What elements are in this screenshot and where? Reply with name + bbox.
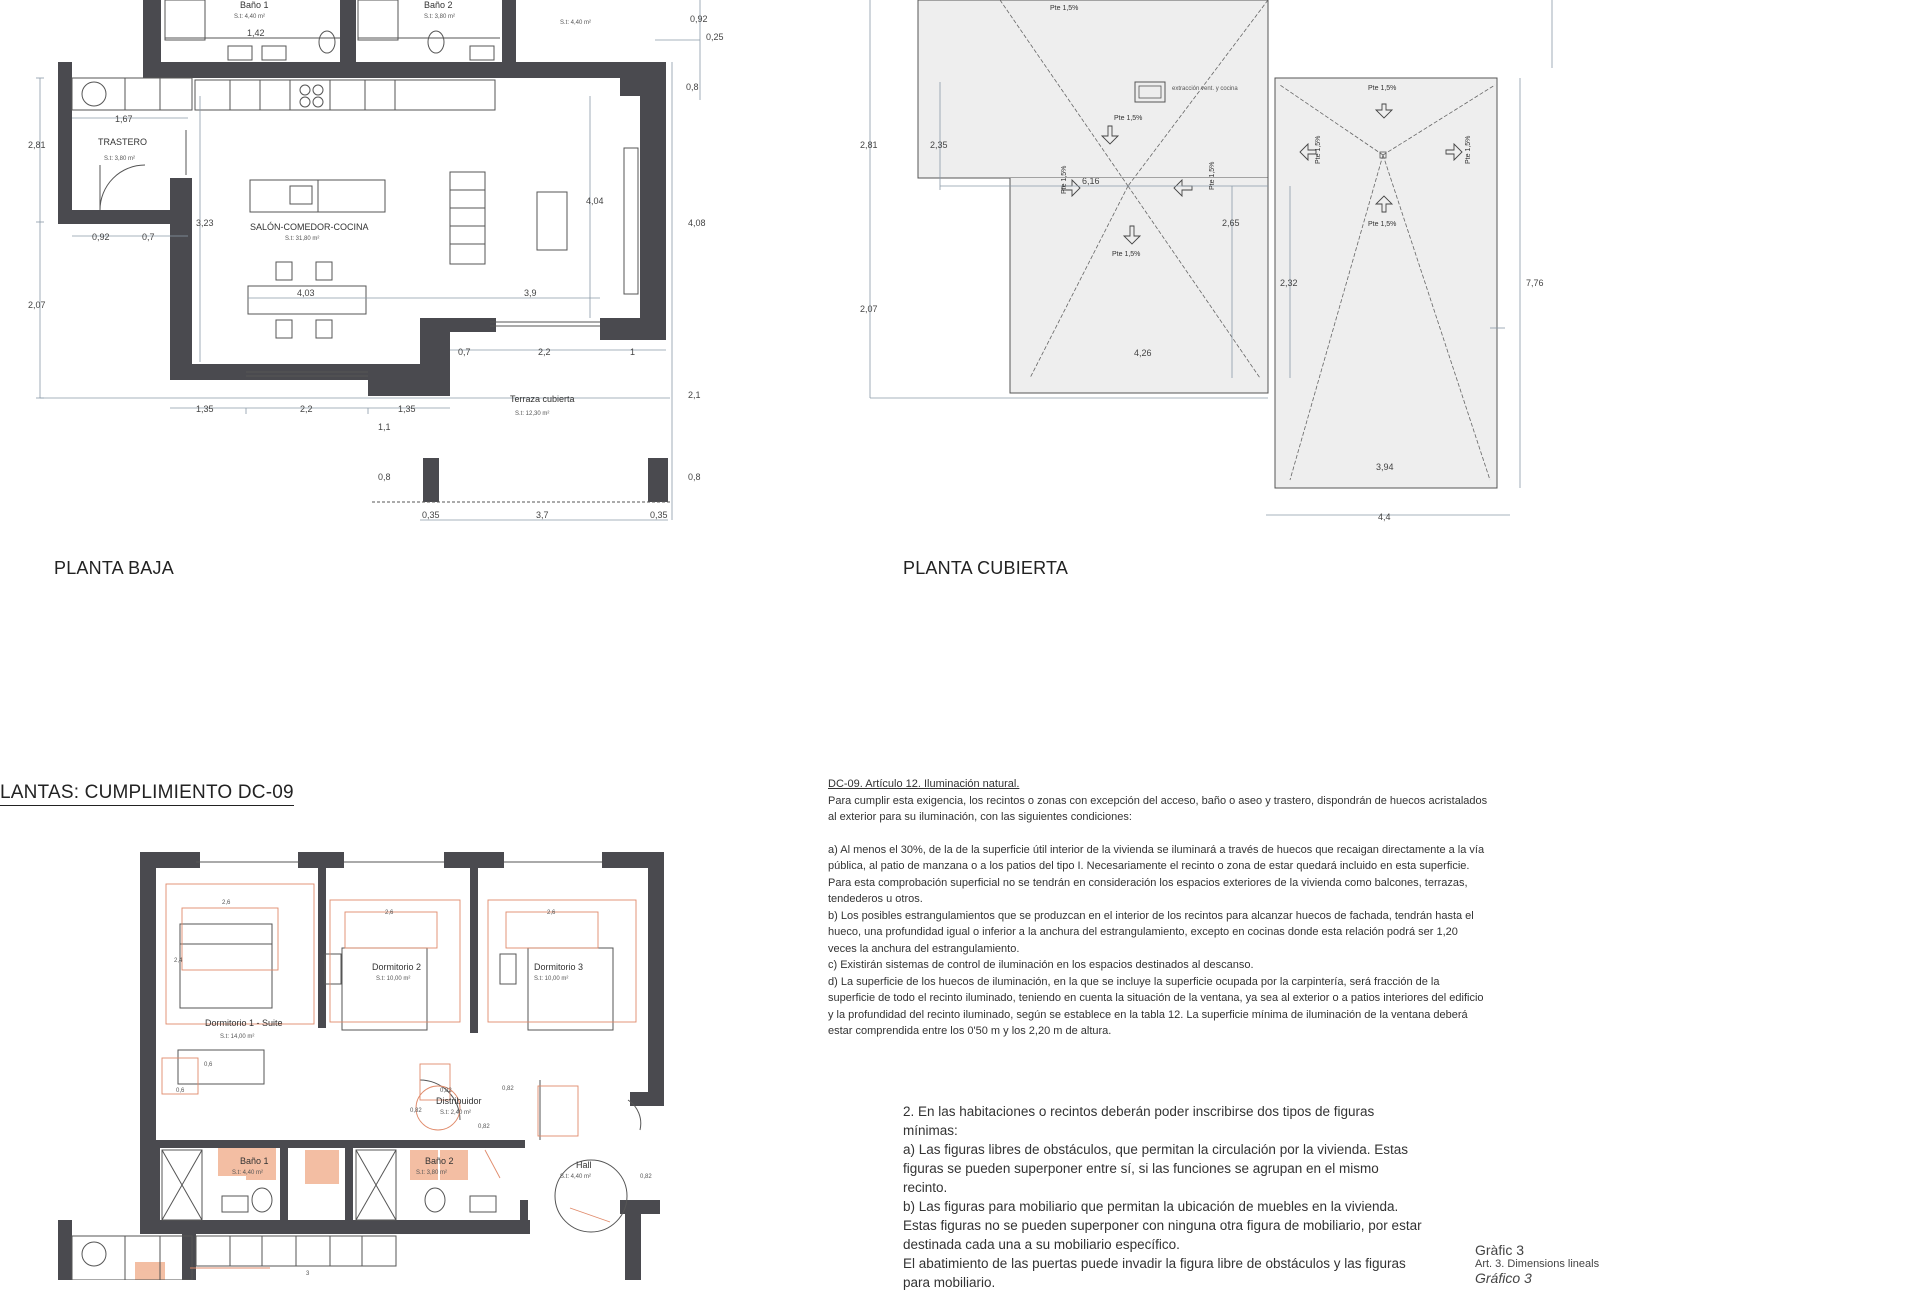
dimension-label: 0,7 xyxy=(458,347,471,357)
room-label: Dormitorio 2 xyxy=(372,962,422,972)
notes-a: a) Al menos el 30%, de la de la superficie útil interior de la vivienda se iluminará a través de huecos que recaigan directamente a la vía pública, al patio de manzana o a los patios del tipo I. Necesariamente el recinto o zona de estar quedará incluido en esta superficie. Para esta comprobación superficial no se tendrán en consideración los espacios exteriores de la vivienda como balcones, terrazas, tendederos u otros. xyxy=(828,843,1485,905)
dimension-label: 0,82 xyxy=(502,1086,514,1092)
dimension-label: 0,82 xyxy=(640,1174,652,1180)
planta-cubierta-roof xyxy=(918,0,1497,488)
dimension-label: 3,23 xyxy=(196,218,214,228)
room-label: Distribuidor xyxy=(436,1096,482,1106)
room-area: S.t: 4,40 m² xyxy=(232,1170,264,1176)
dimension-label: 2,1 xyxy=(688,390,701,400)
dimension-label: 1,67 xyxy=(115,114,133,124)
dimension-label: 4,03 xyxy=(297,288,315,298)
room-area: S.t: 12,30 m² xyxy=(515,411,550,417)
room-area: S.t: 14,00 m² xyxy=(220,1034,255,1040)
dimension-label: 2,35 xyxy=(930,140,948,150)
slope-label: Pte 1,5% xyxy=(1050,5,1079,12)
dimension-label: 0,7 xyxy=(142,232,155,242)
dimension-label: 3,7 xyxy=(536,510,549,520)
dimension-label: 2,6 xyxy=(385,910,394,916)
dimension-label: 1,1 xyxy=(378,422,391,432)
room-area: S.t: 3,80 m² xyxy=(416,1170,448,1176)
dimension-label: 1,42 xyxy=(247,28,265,38)
slope-label: Pte 1,5% xyxy=(1465,135,1472,164)
slope-label: Pte 1,5% xyxy=(1368,221,1397,228)
slope-label: Pte 1,5% xyxy=(1114,115,1143,122)
dimension-label: 2,2 xyxy=(300,404,313,414)
dc09-notes xyxy=(828,776,1488,1040)
room-label: Dormitorio 3 xyxy=(534,962,584,972)
dimension-label: 2,6 xyxy=(222,900,231,906)
slope-label: Pte 1,5% xyxy=(1209,161,1216,190)
planta-baja-walls xyxy=(58,0,668,502)
room-area: S.t: 2,40 m² xyxy=(440,1110,472,1116)
dimension-label: 4,4 xyxy=(1378,512,1391,522)
dimension-label: 0,82 xyxy=(440,1088,452,1094)
room-area: S.t: 4,40 m² xyxy=(234,14,266,20)
grafic-caption xyxy=(1475,1243,1599,1285)
room-label: SALÓN-COMEDOR-COCINA xyxy=(250,222,369,232)
room-label: Baño 1 xyxy=(240,1156,269,1166)
room-label: Terraza cubierta xyxy=(510,394,575,404)
notes-c: c) Existirán sistemas de control de iluminación en los espacios destinados al descanso. xyxy=(828,959,1254,971)
dimension-label: 1,35 xyxy=(196,404,214,414)
slope-label: Pte 1,5% xyxy=(1061,165,1068,194)
dimension-label: 0,92 xyxy=(92,232,110,242)
figures-notes-p2: a) Las figuras libres de obstáculos, que permitan la circulación por la vivienda. Estas figuras se pueden superponer entre sí, si las funciones se agrupan en el mismo recinto. xyxy=(903,1142,1409,1195)
figures-notes-p1: 2. En las habitaciones o recintos deberán poder inscribirse dos tipos de figuras mínimas: xyxy=(903,1104,1375,1138)
caption-planta-baja: PLANTA BAJA xyxy=(54,558,174,578)
room-area: S.t: 10,00 m² xyxy=(376,976,411,982)
room-area: S.t: 3,80 m² xyxy=(424,14,456,20)
room-area: S.t: 10,00 m² xyxy=(534,976,569,982)
dimension-label: 0,35 xyxy=(650,510,668,520)
dimension-label: 0,25 xyxy=(706,32,724,42)
dimension-label: 1 xyxy=(630,347,636,357)
caption-planta-cubierta: PLANTA CUBIERTA xyxy=(903,558,1069,578)
dimension-label: 0,8 xyxy=(686,82,699,92)
slope-label: Pte 1,5% xyxy=(1112,251,1141,258)
dimension-label: 2,2 xyxy=(538,347,551,357)
figures-notes-p3: b) Las figuras para mobiliario que permitan la ubicación de muebles en la vivienda. Estas figuras no se pueden superponer con ninguna otra figura de mobiliario, por estar destinada cada una a su mobiliario específico. xyxy=(903,1199,1422,1252)
room-label: Baño 2 xyxy=(424,0,453,10)
room-label: Baño 1 xyxy=(240,0,269,10)
dimension-label: 4,08 xyxy=(688,218,706,228)
grafic-line1: Gràfic 3 xyxy=(1475,1242,1525,1258)
section-title-dc09: LANTAS: CUMPLIMIENTO DC-09 xyxy=(0,782,294,806)
dimension-label: 6,16 xyxy=(1082,176,1100,186)
dimension-label: 2,81 xyxy=(860,140,878,150)
dimension-label: 1,35 xyxy=(398,404,416,414)
dimension-label: 4,04 xyxy=(586,196,604,206)
dimension-label: 0,6 xyxy=(204,1062,213,1068)
notes-heading: DC-09. Artículo 12. Iluminación natural. xyxy=(828,778,1020,790)
dimension-label: 2,65 xyxy=(1222,218,1240,228)
room-label: Baño 2 xyxy=(425,1156,454,1166)
dimension-label: 7,76 xyxy=(1526,278,1544,288)
dimension-label: 2,32 xyxy=(1280,278,1298,288)
grafic-line3: Gráfico 3 xyxy=(1475,1270,1532,1286)
dimension-label: 0,92 xyxy=(690,14,708,24)
dimension-label: 3,9 xyxy=(524,288,537,298)
notes-b: b) Los posibles estrangulamientos que se produzcan en el interior de los recintos para alcanzar huecos de fachada, tendrán hasta el hueco, una profundidad igual o inferior a la anchura del estrangulamiento, excepto en cocinas donde esta relación podrá ser 1,20 veces la anchura del estrangulamiento. xyxy=(828,909,1474,955)
room-label: Hall xyxy=(576,1160,592,1170)
room-label: TRASTERO xyxy=(98,137,148,147)
dimension-label: 2,6 xyxy=(547,910,556,916)
dimension-label: 2,4 xyxy=(174,958,183,964)
dc09-plan-red-figures xyxy=(162,884,636,1268)
room-label: Dormitorio 1 - Suite xyxy=(205,1018,283,1028)
room-area: S.t: 3,80 m² xyxy=(104,156,136,162)
dc09-plan-walls xyxy=(58,852,664,1280)
dimension-label: 2,81 xyxy=(28,140,46,150)
dimension-label: 0,35 xyxy=(422,510,440,520)
room-area: S.t: 31,80 m² xyxy=(285,236,320,242)
dimension-label: 3,94 xyxy=(1376,462,1394,472)
notes-d: d) La superficie de los huecos de iluminación, en la que se incluye la superficie ocupada por la carpintería, será fracción de la superficie de todo el recinto iluminado, teniendo en cuenta la situación de la ventana, ya sea al exterior o a patios interiores del edificio y la profundidad del recinto iluminado, según se establece en la tabla 12. La superficie mínima de iluminación de la ventana deberá estar comprendida entre los 0'50 m y los 2,20 m de altura. xyxy=(828,975,1484,1037)
dimension-label: 2,07 xyxy=(28,300,46,310)
room-area: S.t: 4,40 m² xyxy=(560,20,592,26)
notes-intro: Para cumplir esta exigencia, los recintos o zonas con excepción del acceso, baño o aseo y trastero, dispondrán de huecos acristalados al exterior para su iluminación, con las siguientes condiciones: xyxy=(828,794,1488,823)
dimension-label: 4,26 xyxy=(1134,348,1152,358)
room-area: S.t: 4,40 m² xyxy=(560,1174,592,1180)
figures-notes xyxy=(903,1102,1423,1292)
dimension-label: 0,82 xyxy=(478,1124,490,1130)
dimension-label: 0,6 xyxy=(176,1088,185,1094)
grafic-line2: Art. 3. Dimensions lineals xyxy=(1475,1258,1600,1270)
figures-notes-p4: El abatimiento de las puertas puede invadir la figura libre de obstáculos y las figuras para mobiliario. xyxy=(903,1256,1406,1290)
dimension-label: 3 xyxy=(306,1271,310,1277)
vent-note: extracción vent. y cocina xyxy=(1172,86,1238,92)
dimension-label: 2,07 xyxy=(860,304,878,314)
dimension-label: 0,82 xyxy=(410,1108,422,1114)
slope-label: Pte 1,5% xyxy=(1315,135,1322,164)
slope-label: Pte 1,5% xyxy=(1368,85,1397,92)
dimension-label: 0,8 xyxy=(688,472,701,482)
dimension-label: 0,8 xyxy=(378,472,391,482)
